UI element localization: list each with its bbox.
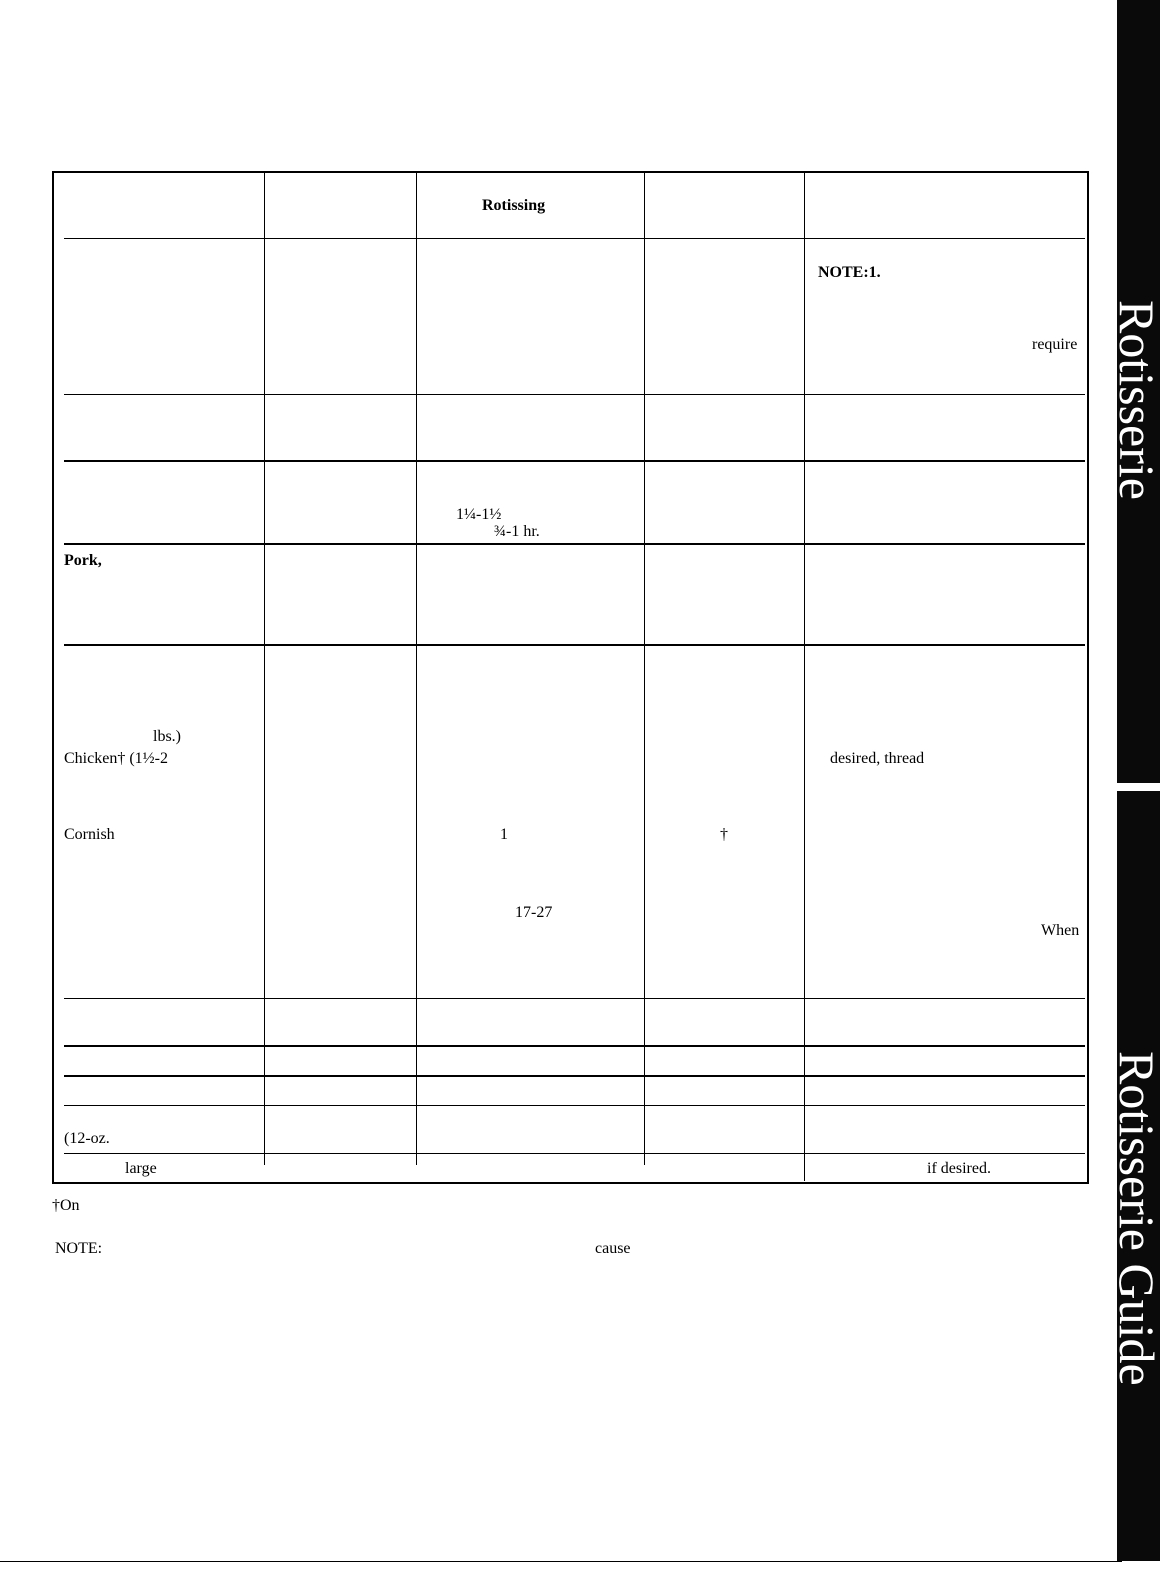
cell-fragment-time: 1¼-1½ (456, 506, 502, 523)
cell-fragment-if-desired: if desired. (927, 1160, 991, 1177)
table-left-border (52, 171, 54, 1184)
footnote-fragment-cause: cause (595, 1240, 631, 1257)
row-label-cornish: Cornish (64, 826, 115, 843)
cell-fragment-number: 1 (500, 826, 508, 843)
table-bottom-border (52, 1182, 1089, 1184)
side-tab-label: Rotisserie Guide (1109, 1051, 1165, 1386)
dagger-mark: † (720, 826, 728, 843)
column-divider (804, 171, 805, 1181)
footnote-note-label: NOTE: (55, 1240, 103, 1257)
row-divider (64, 543, 1085, 545)
cell-fragment-large: large (125, 1160, 157, 1177)
row-label-pork: Pork, (64, 552, 102, 569)
note-label: NOTE:1. (818, 264, 881, 281)
column-divider (644, 171, 645, 1165)
row-divider (64, 1075, 1085, 1077)
cell-fragment-desired-thread: desired, thread (830, 750, 925, 767)
row-divider (64, 1153, 1085, 1154)
cell-fragment-require: require (1032, 336, 1078, 353)
row-divider (64, 644, 1085, 646)
column-divider (416, 171, 417, 1165)
table-right-border (1087, 171, 1089, 1184)
row-divider (64, 1105, 1085, 1106)
footnote-dagger: †On (52, 1197, 80, 1214)
column-header-rotissing: Rotissing (482, 197, 546, 214)
row-divider (64, 394, 1085, 395)
cell-fragment-time: 17-27 (515, 904, 553, 921)
row-divider (64, 998, 1085, 999)
row-label-chicken: Chicken† (1½-2 (64, 750, 168, 767)
row-divider (64, 1045, 1085, 1047)
cell-fragment-weight: (12-oz. (64, 1130, 110, 1147)
cell-fragment-lbs: lbs.) (153, 728, 181, 745)
row-divider (64, 460, 1085, 462)
column-divider (264, 171, 265, 1165)
side-tab-rotisserie-guide (1109, 791, 1165, 1561)
cell-fragment-time: ¾-1 hr. (494, 523, 540, 540)
table-top-border (52, 171, 1089, 173)
side-tab-rotisserie (1109, 0, 1165, 783)
page-bottom-rule (0, 1561, 1122, 1562)
cell-fragment-when: When (1041, 922, 1080, 939)
row-divider (64, 238, 1085, 239)
side-tab-label: Rotisserie (1109, 300, 1165, 500)
